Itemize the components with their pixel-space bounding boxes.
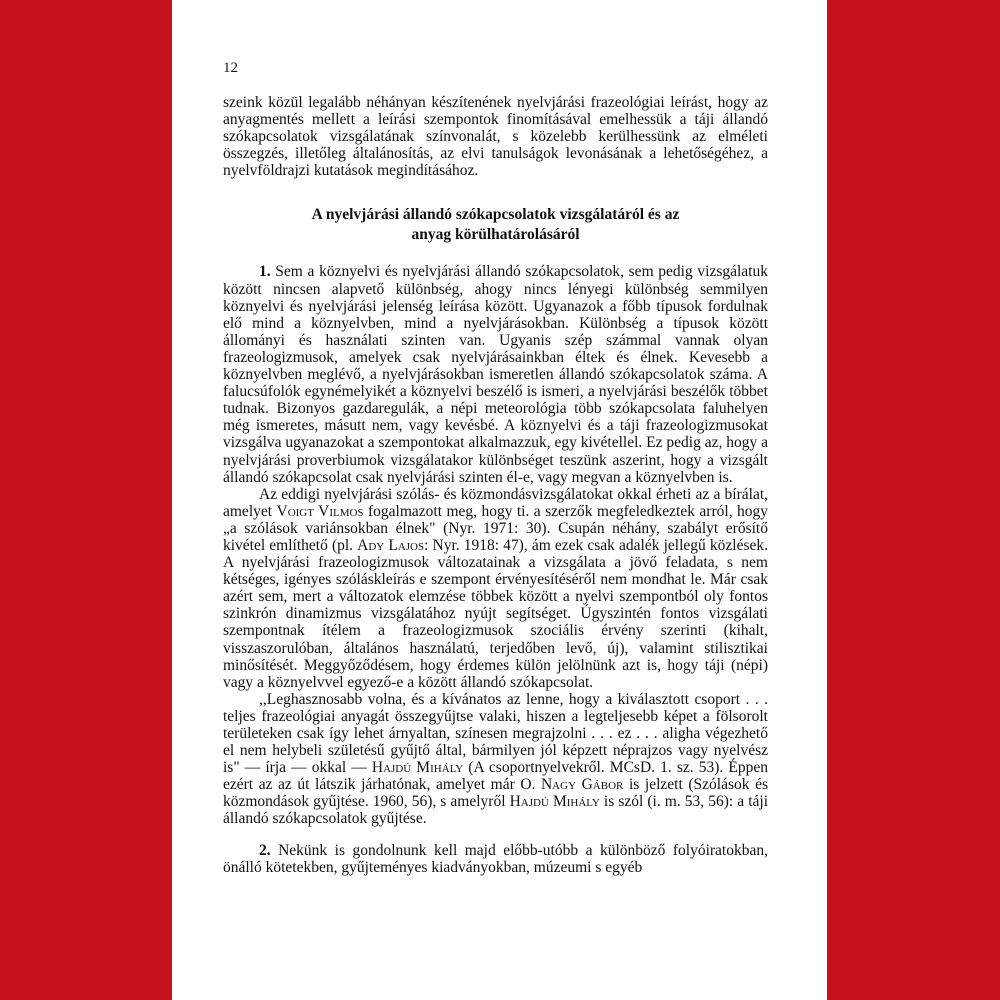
quote-text: ,,Leghasznosabb volna, és a kívánatos az lenne, hogy a kiválasztott csoport . . . teljes frazeológiai anyagát összegyűjtse valaki, hiszen a legteljesebb képet a fölsorolt területeken csak így lehet árnyaltan, színesen megrajzolni . . . ez . . . aligha végezhető el nem helybeli születésű gyűjtő által, bármilyen jól képzett néprajzos vagy nyelvész is" — írja — okkal — [223,690,768,777]
paragraph-2 [223,486,768,691]
page-text [223,94,768,876]
paragraph-2-text-b: fogalmazott meg, hogy ti. a szerzők megfeledkeztek arról, hogy „a szólások variánsokban élnek" (Nyr. 1971: 30). Csupán néhány, szabályt erősítő kivétel említhető (pl. [223,502,769,554]
paragraph-2-text-a: Az eddigi nyelvjárási szólás- és közmondásvizsgálatokat okkal érheti az a bírálat, amelyet [223,485,768,520]
quote-text-b: (A csoportnyelvekről. MCsD. 1. sz. 53). Éppen ezért az az út látszik járhatónak, amelyet már [223,759,768,794]
paragraph-1-number: 1. [259,263,271,281]
quote-text-c: is jelzett (Szólások és közmondások gyűjtése. 1960, 56), s amelyről [223,776,768,811]
author-name-nagy: O. Nagy Gábor [520,776,624,794]
intro-paragraph: szeink közül legalább néhányan készítenének nyelvjárási frazeológiai leírást, hogy az anyagmentés mellett a leírási szempontok finomításával emelhessük a táji állandó szókapcsolatok vizsgálatának színvonalát, s közelebb kerülhessünk az elméleti összegzés, illetőleg általánosítás, az elvi tanulságok levonásának a lehetőségéhez, a nyelvföldrajzi kutatások megindításához. [223,94,768,180]
paragraph-3-text: Nekünk is gondolnunk kell majd előbb-utóbb a különböző folyóiratokban, önálló kötetekben, gyűjteményes kiadványokban, múzeumi s egyéb [223,841,768,876]
author-name-hajdu-1: Hajdú Mihály [371,759,464,777]
book-page [172,0,827,1000]
author-name-ady: Ady Lajos [357,536,425,554]
author-name-hajdu-2: Hajdú Mihály [509,793,600,811]
quote-paragraph [223,691,768,828]
page-number: 12 [223,60,238,76]
section-heading-line-1: A nyelvjárási állandó szókapcsolatok vizsgálatáról és az [311,206,680,224]
section-heading-line-2: anyag körülhatárolásáról [411,225,580,243]
author-name-voigt: Voigt Vilmos [276,502,364,520]
section-heading [223,205,768,244]
paragraph-3 [223,842,768,876]
paragraph-1 [223,263,768,485]
quote-text-d: is szól (i. m. 53, 56): a táji állandó szókapcsolatok gyűjtése. [223,793,769,828]
paragraph-1-text: Sem a köznyelvi és nyelvjárási állandó szókapcsolatok, sem pedig vizsgálatuk között nincsen alapvető különbség, ahogy nincs lényegi különbség semmilyen köznyelvi és nyelvjárási jelenség leírása között. Ugyanazok a főbb típusok fordulnak elő mind a köznyelvben, mind a nyelvjárásokban. Különbség a típusok között állományi és használati szinten van. Ugyanis szép számmal vannak olyan frazeologizmusok, amelyek csak nyelvjárásainkban éltek és élnek. Kevesebb a köznyelvben meglévő, a nyelvjárásokban ismeretlen állandó szókapcsolatok száma. A falucsúfolók egynémelyikét a köznyelvi beszélő is ismeri, a nyelvjárási beszélők többet tudnak. Bizonyos gazdaregulák, a népi meteorológia több szókapcsolata faluhelyen még ismeretes, másutt nem, vagy kevésbé. A köznyelvi és a táji frazeologizmusokat vizsgálva ugyanazokat a szempontokat alkalmazzuk, egy kivétellel. Ez pedig az, hogy a nyelvjárási proverbiumok vizsgálatakor különbséget teszünk aszerint, hogy a vizsgált állandó szókapcsolat csak nyelvjárási szinten él-e, vagy megvan a köznyelvben is. [223,263,768,486]
paragraph-2-text-c: : Nyr. 1918: 47), ám ezek csak adalék jellegű közlések. A nyelvjárási frazeologizmusok változatainak a vizsgálata a jövő feladata, s nem kétséges, igényes szóláskleírás e szempont érvényesítéséről nem mondhat le. Már csak azért sem, mert a változatok elemzése többek között a nyelvi szempontból oly fontos szinkrón dinamizmus vizsgálatához nyújt segítséget. Úgyszintén fontos vizsgálati szempontnak ítélem a frazeologizmusok szociális érvény szerinti (kihalt, visszaszorulóban, általános használatú, terjedőben levő, új), valamint stilisztikai minősítését. Meggyőződésem, hogy érdemes külön jelölnünk azt is, hogy táji (népi) vagy a köznyelvvel egyező-e a között állandó szókapcsolat. [223,536,768,691]
paragraph-3-number: 2. [259,841,271,859]
